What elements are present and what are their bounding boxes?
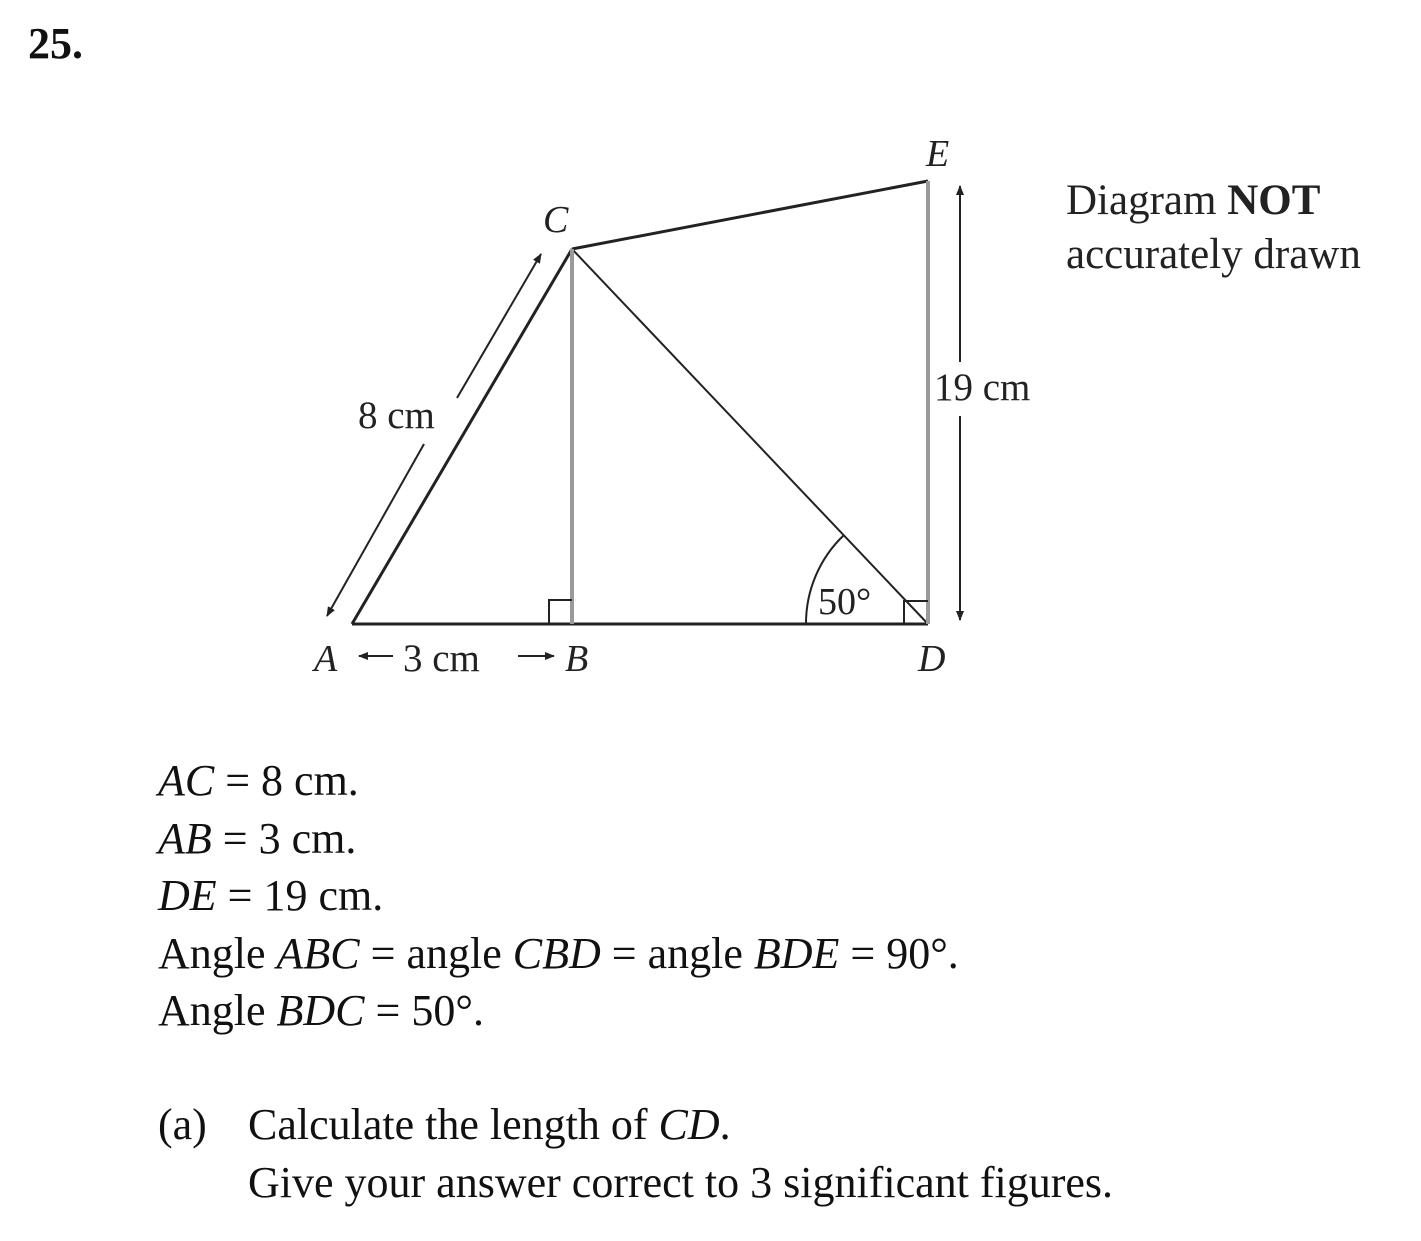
label-angle-bdc: 50° <box>818 581 872 623</box>
diagram-note-emphasis: NOT <box>1227 177 1321 224</box>
point-label-a: A <box>314 638 338 680</box>
label-ac-length: 8 cm <box>358 394 435 437</box>
right-angle-marker-b <box>549 600 572 624</box>
fact-ab: AB = 3 cm. <box>158 813 357 863</box>
label-de-length: 19 cm <box>934 366 1031 409</box>
fact-right-angles: Angle ABC = angle CBD = angle BDE = 90°. <box>158 928 959 978</box>
point-label-b: B <box>565 638 589 680</box>
given-facts <box>158 752 959 1040</box>
part-a-line-1: (a) Calculate the length of CD. <box>158 1096 1113 1154</box>
point-label-e: E <box>926 133 950 175</box>
label-ab-length: 3 cm <box>403 637 480 680</box>
part-a-label: (a) <box>158 1100 207 1149</box>
diagram-note-line-1: Diagram NOT <box>1066 177 1321 224</box>
point-label-c: C <box>543 199 569 241</box>
part-a-line-2: Give your answer correct to 3 significant figures. <box>248 1158 1114 1207</box>
question-number: 25. <box>28 19 83 68</box>
point-label-d: D <box>918 638 946 680</box>
fact-angle-bdc: Angle BDC = 50°. <box>158 986 484 1035</box>
dimension-line-ac-lower <box>327 444 424 616</box>
diagram-note <box>1066 174 1361 282</box>
question-part-a <box>158 1096 1113 1212</box>
segment-ce <box>572 181 928 249</box>
diagram-note-line-2: accurately drawn <box>1066 231 1361 278</box>
fact-ac: AC = 8 cm. <box>158 756 359 805</box>
segment-cd <box>572 249 928 624</box>
fact-de: DE = 19 cm. <box>158 871 384 920</box>
